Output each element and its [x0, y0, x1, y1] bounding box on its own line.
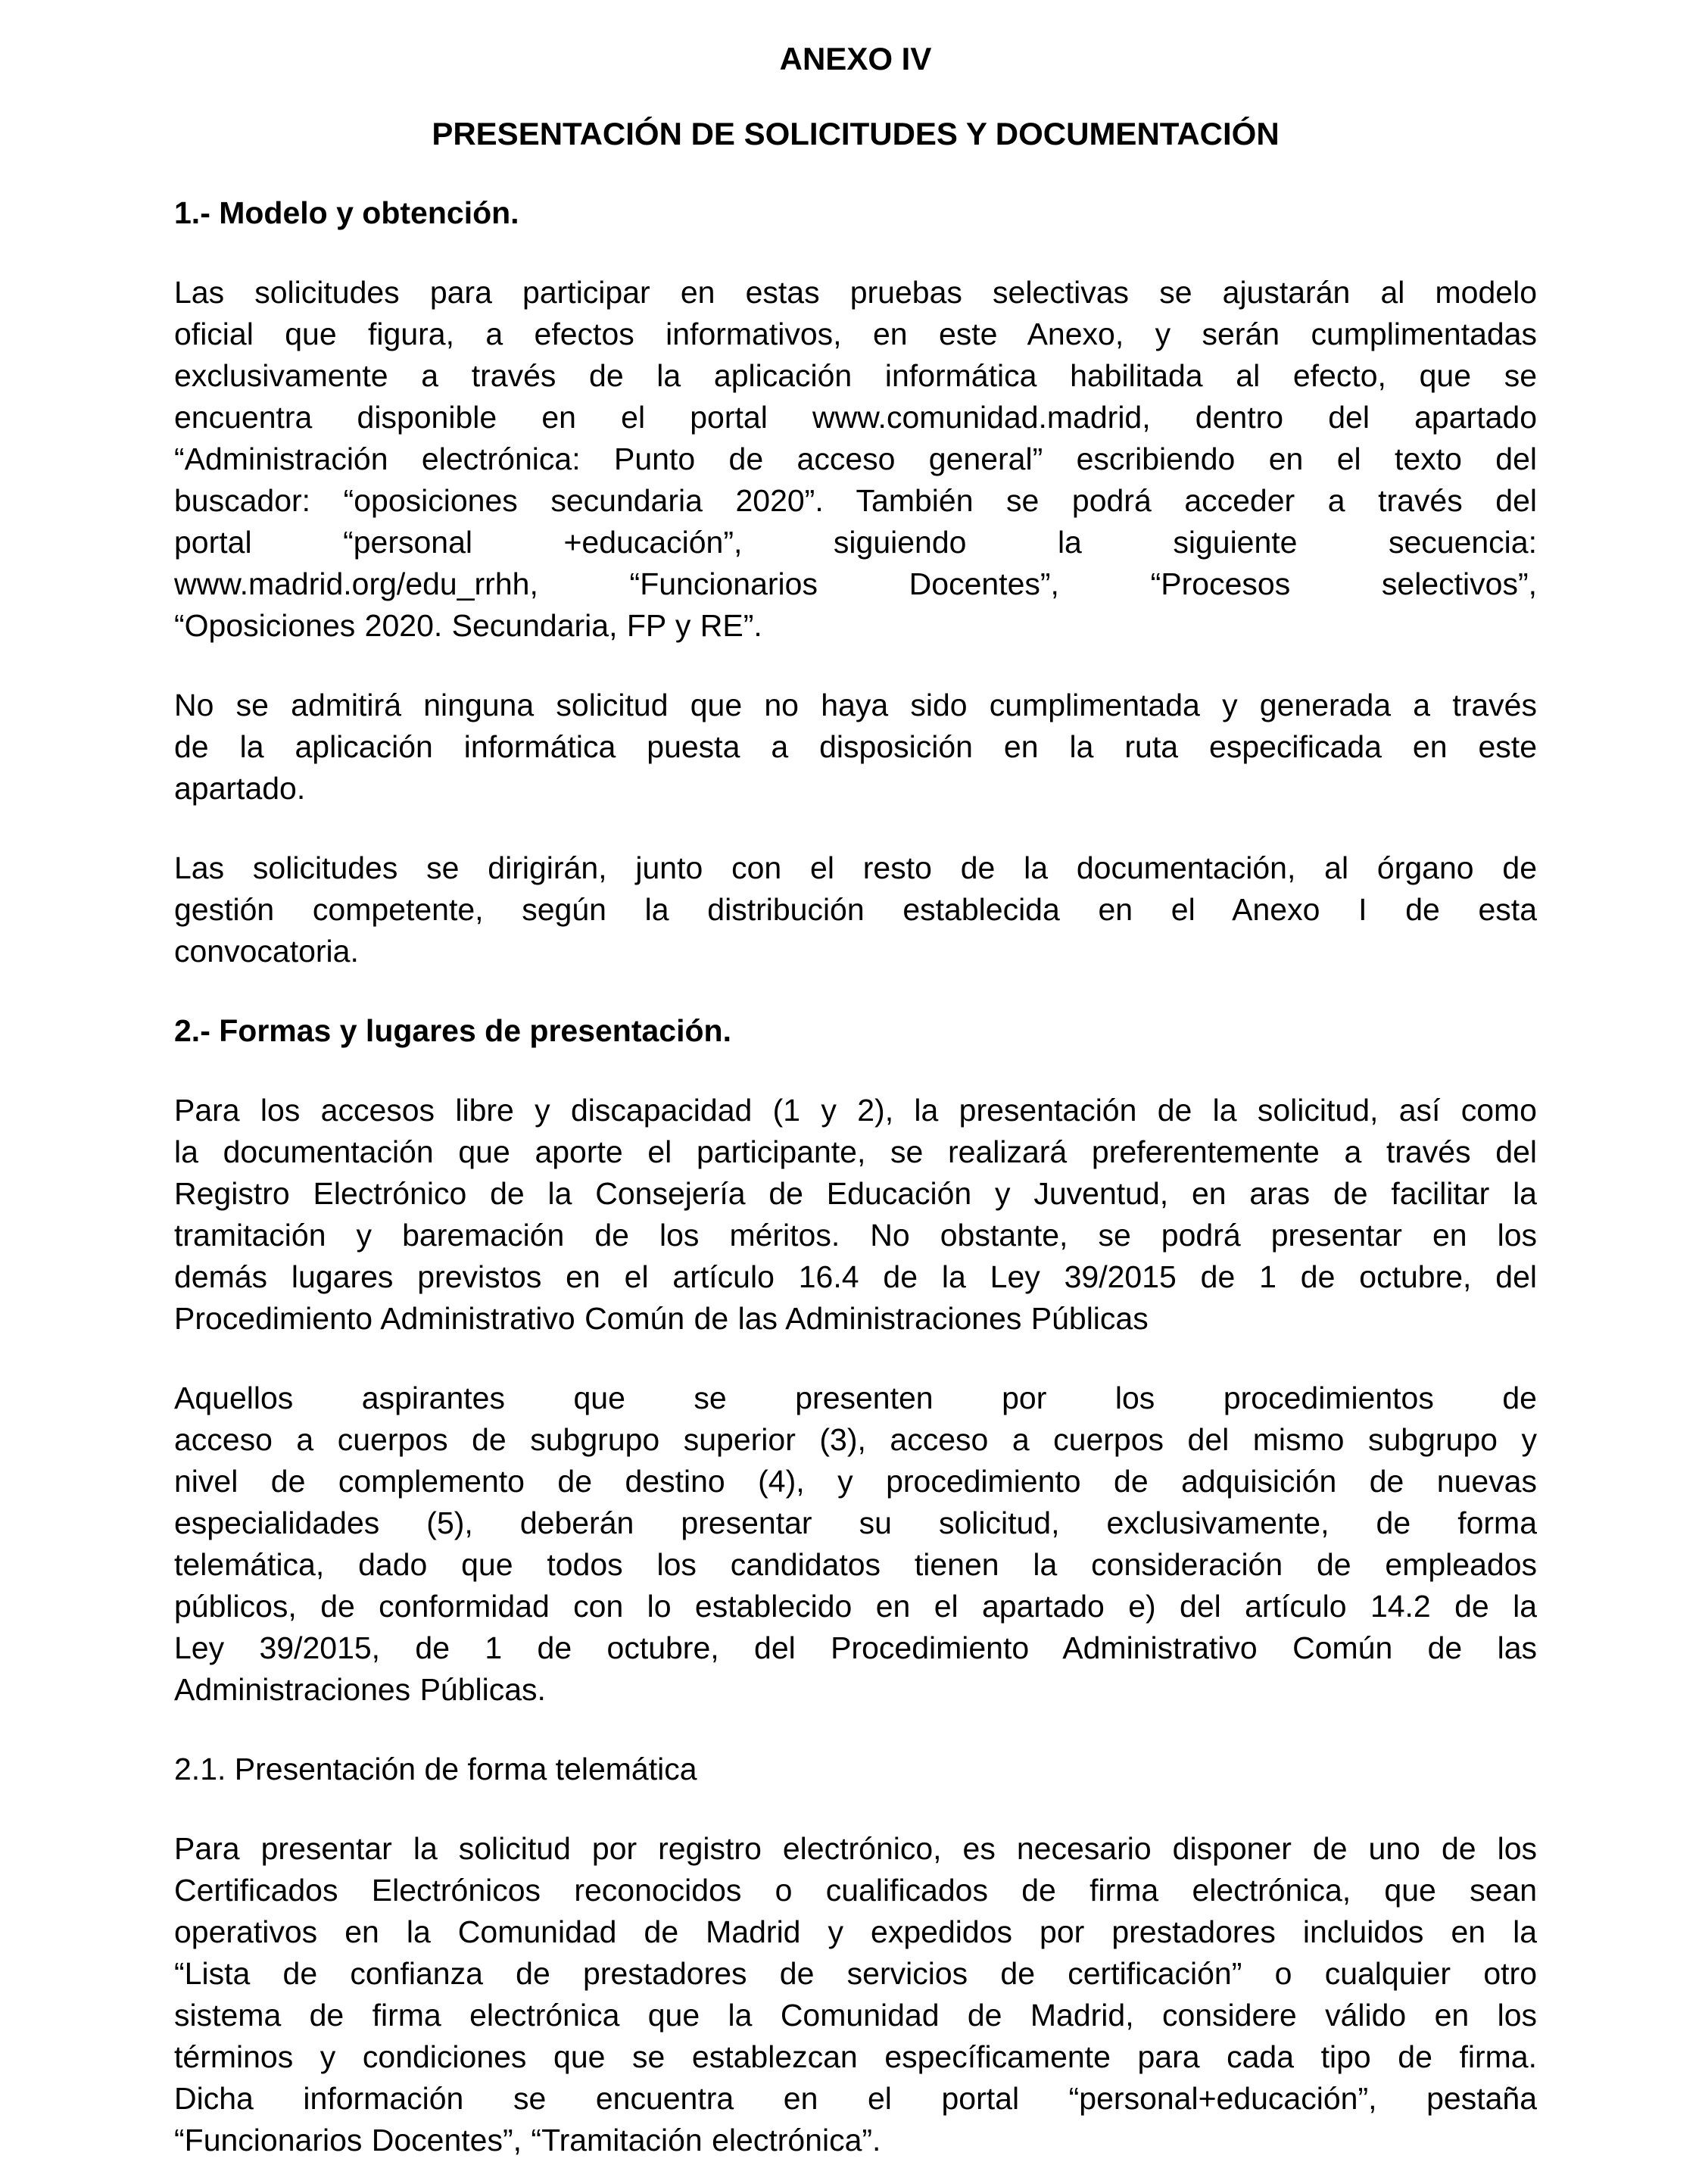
document-title-line-1: ANEXO IV: [779, 41, 932, 76]
document-title-line-2: PRESENTACIÓN DE SOLICITUDES Y DOCUMENTACIÓN: [432, 116, 1280, 151]
text-line: “Oposiciones 2020. Secundaria, FP y RE”.: [174, 608, 762, 643]
text-line: demás lugares previstos en el artículo 16.4 de la Ley 39/2015 de 1 de octubre, del: [174, 1259, 1537, 1294]
text-line: Certificados Electrónicos reconocidos o cualificados de firma electrónica, que sean: [174, 1873, 1537, 1908]
text-line: telemática, dado que todos los candidatos tienen la consideración de empleados: [174, 1547, 1537, 1582]
paragraph: [174, 847, 1537, 972]
text-line: encuentra disponible en el portal www.comunidad.madrid, dentro del apartado: [174, 400, 1537, 435]
text-line: públicos, de conformidad con lo establecido en el apartado e) del artículo 14.2 de la: [174, 1589, 1537, 1624]
text-line: nivel de complemento de destino (4), y procedimiento de adquisición de nuevas: [174, 1464, 1537, 1499]
paragraph: [174, 1377, 1537, 1711]
text-line: de la aplicación informática puesta a disposición en la ruta especificada en este: [174, 729, 1537, 764]
section-2-1-heading: 2.1. Presentación de forma telemática: [174, 1752, 697, 1786]
text-line: apartado.: [174, 771, 306, 806]
text-line: www.madrid.org/edu_rrhh, “Funcionarios Docentes”, “Procesos selectivos”,: [174, 566, 1537, 601]
section-1-heading: 1.- Modelo y obtención.: [174, 195, 519, 230]
section-2-1: [174, 1749, 1537, 2161]
text-line: Para presentar la solicitud por registro electrónico, es necesario disponer de uno de los: [174, 1831, 1537, 1866]
text-line: Para los accesos libre y discapacidad (1 y 2), la presentación de la solicitud, así como: [174, 1093, 1537, 1128]
text-line: Registro Electrónico de la Consejería de Educación y Juventud, en aras de facilitar la: [174, 1176, 1537, 1211]
paragraph: [174, 1090, 1537, 1340]
text-line: Procedimiento Administrativo Común de las Administraciones Públicas: [174, 1301, 1149, 1336]
text-line: oficial que figura, a efectos informativos, en este Anexo, y serán cumplimentadas: [174, 317, 1537, 351]
section-1: [174, 192, 1537, 972]
text-line: portal “personal +educación”, siguiendo la siguiente secuencia:: [174, 525, 1537, 560]
text-line: acceso a cuerpos de subgrupo superior (3), acceso a cuerpos del mismo subgrupo y: [174, 1422, 1537, 1457]
text-line: gestión competente, según la distribución establecida en el Anexo I de esta: [174, 892, 1537, 927]
text-line: No se admitirá ninguna solicitud que no haya sido cumplimentada y generada a través: [174, 688, 1537, 722]
text-line: “Lista de confianza de prestadores de servicios de certificación” o cualquier otro: [174, 1956, 1537, 1991]
text-line: tramitación y baremación de los méritos. No obstante, se podrá presentar en los: [174, 1218, 1537, 1253]
paragraph: [174, 272, 1537, 647]
text-line: convocatoria.: [174, 934, 359, 969]
text-line: buscador: “oposiciones secundaria 2020”. También se podrá acceder a través del: [174, 483, 1537, 518]
text-line: Las solicitudes para participar en estas pruebas selectivas se ajustarán al modelo: [174, 275, 1537, 310]
section-2: [174, 1010, 1537, 1711]
paragraph: [174, 1828, 1537, 2161]
text-line: especialidades (5), deberán presentar su solicitud, exclusivamente, de forma: [174, 1505, 1537, 1540]
text-line: exclusivamente a través de la aplicación informática habilitada al efecto, que se: [174, 358, 1537, 393]
text-line: Dicha información se encuentra en el portal “personal+educación”, pestaña: [174, 2081, 1537, 2116]
text-line: Ley 39/2015, de 1 de octubre, del Procedimiento Administrativo Común de las: [174, 1630, 1537, 1665]
text-line: Las solicitudes se dirigirán, junto con el resto de la documentación, al órgano de: [174, 850, 1537, 885]
text-line: “Funcionarios Docentes”, “Tramitación electrónica”.: [174, 2123, 881, 2157]
text-line: operativos en la Comunidad de Madrid y expedidos por prestadores incluidos en la: [174, 1914, 1537, 1949]
text-line: términos y condiciones que se establezcan específicamente para cada tipo de firma.: [174, 2039, 1537, 2074]
text-line: Administraciones Públicas.: [174, 1672, 546, 1707]
text-line: “Administración electrónica: Punto de acceso general” escribiendo en el texto del: [174, 441, 1537, 476]
paragraph: [174, 685, 1537, 810]
text-line: la documentación que aporte el participante, se realizará preferentemente a través del: [174, 1134, 1537, 1169]
text-line: Aquellos aspirantes que se presenten por los procedimientos de: [174, 1381, 1537, 1415]
text-line: sistema de firma electrónica que la Comunidad de Madrid, considere válido en los: [174, 1998, 1537, 2033]
section-2-heading: 2.- Formas y lugares de presentación.: [174, 1013, 731, 1048]
